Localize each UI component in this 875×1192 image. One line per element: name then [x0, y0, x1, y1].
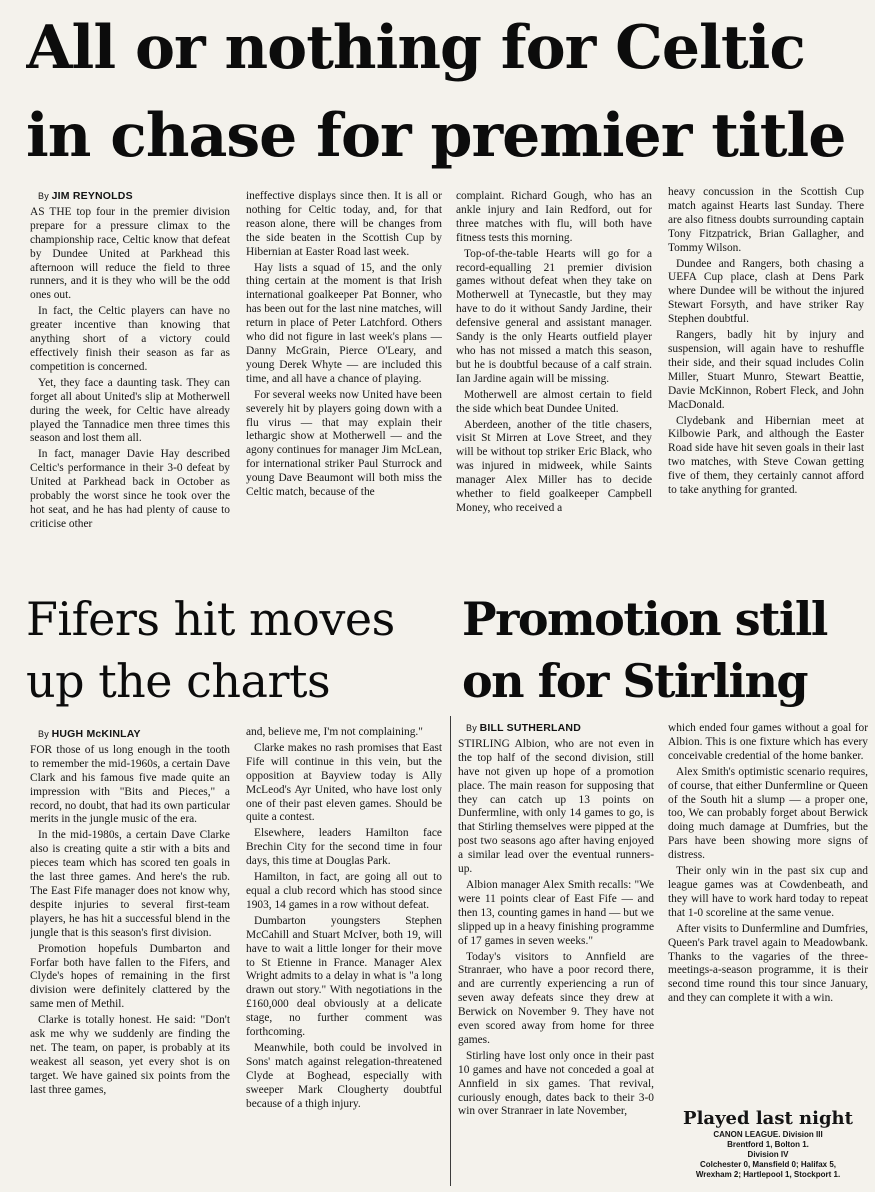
fifers-byline-name: HUGH McKINLAY: [51, 728, 141, 740]
fifers-headline-line-1: Fifers hit moves: [26, 592, 395, 646]
main-story-column-4: [668, 186, 864, 592]
fifers-col2-para-3: Elsewhere, leaders Hamilton face Brechin City for the second time in four days, this time at Douglas Park.: [246, 827, 442, 868]
column-divider: [450, 716, 451, 1186]
main-col1-para-1: AS THE top four in the premier division prepare for a pressure climax to the championship race, Celtic know that defeat by Dundee United at Parkhead this afternoon will reduce the field to three runners, and it is they who will be the odd ones out.: [30, 205, 230, 302]
stirling-col1-para-1: STIRLING Albion, who are not even in the top half of the second division, still have not given up hope of a promotion place. The main reason for supposing that they can catch up 13 points on Dunfermline, with only 14 games to go, is that Stirling themselves were pipped at the post two seasons ago after having enjoyed a similar lead over the eventual runners-up.: [458, 737, 654, 876]
main-col3-para-4: Aberdeen, another of the title chasers, visit St Mirren at Love Street, and they will be without top striker Eric Black, who was injured in midweek, while Saints manager Alex Miller has to decide whether to field goalkeeper Campbell Money, who received a: [456, 418, 652, 514]
results-box: [664, 1108, 872, 1180]
main-headline: [26, 4, 871, 180]
stirling-byline-name: BILL SUTHERLAND: [479, 722, 581, 734]
fifers-col1-para-3: Promotion hopefuls Dumbarton and Forfar both have fallen to the Fifers, and Clyde's hopes of remaining in the first division were definitely clattered by the same men of Methil.: [30, 942, 230, 1011]
stirling-headline-line-1: Promotion still: [462, 592, 827, 646]
fifers-column-2: [246, 726, 442, 1190]
main-col4-para-2: Dundee and Rangers, both chasing a UEFA Cup place, clash at Dens Park where Dundee will be without the injured Stewart Forsyth, and have striker Ray Stephen doubtful.: [668, 257, 864, 326]
main-story-column-3: [456, 190, 652, 592]
results-line-1: Brentford 1, Bolton 1.: [727, 1140, 809, 1149]
main-col2-para-3: For several weeks now United have been severely hit by players going down with a flu virus — that may explain their lethargic show at Motherwell — and the agony continues for manager Jim McLean, for international striker Paul Sturrock and young Dave Beaumont will both miss the Celtic match, because of the: [246, 388, 442, 499]
stirling-byline: By BILL SUTHERLAND: [466, 722, 581, 734]
main-headline-line-2: in chase for premier title: [26, 101, 846, 171]
main-story-column-1: [30, 190, 230, 592]
results-division: Division IV: [747, 1150, 789, 1159]
stirling-col2-para-4: After visits to Dunfermline and Dumfries, Queen's Park travel again to Meadowbank. Thanks to the vagaries of the three-meetings-a-season programme, it is their second time round this tour since January, and they can complete it with a win.: [668, 922, 868, 1005]
main-col2-para-1: ineffective displays since then. It is all or nothing for Celtic today, and, for that reason alone, there will be changes from the side beaten in the Scottish Cup by Hibernian at Easter Road last week.: [246, 190, 442, 258]
main-col1-para-2: In fact, the Celtic players can have no greater incentive than knowing that anything short of a victory could effectively finish their season as far as competition is concerned.: [30, 305, 230, 373]
stirling-headline: [462, 588, 872, 712]
fifers-byline: By HUGH McKINLAY: [38, 728, 141, 740]
main-story-column-2: [246, 190, 442, 592]
main-col3-para-3: Motherwell are almost certain to field the side which beat Dundee United.: [456, 388, 652, 415]
main-col2-para-2: Hay lists a squad of 15, and the only thing certain at the moment is that Irish international goalkeeper Pat Bonner, who has been out for the last nine matches, will return in place of Peter Latchford. Others who did not figure in last week's plans — Danny McGrain, Pierce O'Leary, and young Derek Whyte — are included this time, and all have a chance of playing.: [246, 261, 442, 385]
main-col1-para-4: In fact, manager Davie Hay described Celtic's performance in their 3-0 defeat by United at Parkhead back in October as probably the worst since he took over the hot seat, and he has had plenty of cause to criticise other: [30, 448, 230, 530]
main-col3-para-2: Top-of-the-table Hearts will go for a record-equalling 21 premier division games without defeat when they take on Motherwell at Tynecastle, but they may have to do it without Sandy Jardine, their defensive general and assistant manager. Sandy is the only Hearts outfield player who has not missed a match this season, but he is doubtful because of a calf strain. Ian Jardine again will be missing.: [456, 247, 652, 385]
fifers-column-1: [30, 728, 230, 1190]
fifers-col2-para-1: and, believe me, I'm not complaining.": [246, 726, 423, 738]
stirling-column-2: [668, 722, 868, 1106]
main-story-byline-name: JIM REYNOLDS: [51, 190, 133, 202]
fifers-col2-para-4: Hamilton, in fact, are going all out to equal a club record which has stood since 1903, 14 games in a row without defeat.: [246, 871, 442, 911]
main-story-byline: By JIM REYNOLDS: [38, 190, 133, 202]
main-col4-para-4: Clydebank and Hibernian meet at Kilbowie Park, and although the Easter Road side have hit seven goals in their last two matches, with Steve Cowan getting five of them, they certainly cannot afford to take anything for granted.: [668, 414, 864, 497]
results-league: CANON LEAGUE. Division III: [713, 1130, 823, 1139]
fifers-col1-para-1: FOR those of us long enough in the tooth to remember the mid-1960s, a certain Dave Clark and his famous five made quite an impression with "Bits and Pieces," a record, no doubt, that had its own particular merits in the jungle music of the era.: [30, 743, 230, 826]
results-title: Played last night: [683, 1108, 853, 1129]
stirling-col1-para-3: Today's visitors to Annfield are Stranraer, who have a poor record there, and are currently experiencing a run of seven away defeats since they drew at Berwick on November 9. They have not even scored away from home for three games.: [458, 950, 654, 1046]
stirling-col1-para-4: Stirling have lost only once in their past 10 games and have not conceded a goal at Annfield in six games. That revival, curiously enough, dates back to their 3-0 win over Stranraer in late November,: [458, 1049, 654, 1118]
stirling-headline-line-2: on for Stirling: [462, 654, 808, 708]
fifers-col2-para-6: Meanwhile, both could be involved in Sons' match against relegation-threatened Clyde at Boghead, especially with sweeper Mark Clougherty doubtful because of a thigh injury.: [246, 1041, 442, 1110]
results-line-3: Wrexham 2; Hartlepool 1, Stockport 1.: [695, 1170, 841, 1179]
fifers-col2-para-5: Dumbarton youngsters Stephen McCahill and Stuart McIver, both 19, will have to wait a little longer for their move to St Etienne in France. Manager Alex Wright admits to a delay in what is "a long drawn out story." With negotiations in the £160,000 deal obviously at a delicate stage, no further comment was forthcoming.: [246, 914, 442, 1039]
stirling-col2-para-3: Their only win in the past six cup and league games was at Cowdenbeath, and they will have to work hard today to repeat that 1-0 scoreline at the same venue.: [668, 865, 868, 919]
main-headline-line-1: All or nothing for Celtic: [26, 13, 805, 83]
fifers-headline: [26, 588, 446, 712]
results-line-2: Colchester 0, Mansfield 0; Halifax 5,: [699, 1160, 837, 1169]
stirling-col1-para-2: Albion manager Alex Smith recalls: "We were 11 points clear of East Fife — and then 13, counting games in hand — but we slipped up in a heavy finishing programme of 17 games in seven weeks.": [458, 878, 654, 947]
fifers-col2-para-2: Clarke makes no rash promises that East Fife will continue in this vein, but the opposition at Bayview today is Ally McLeod's Ayr United, who have lost only one of their past eleven games. Should be quite a contest.: [246, 741, 442, 824]
fifers-col1-para-4: Clarke is totally honest. He said: "Don't ask me why we suddenly are finding the net. The team, on paper, is probably at its weakest all season, yet every shot is on target. We have gained six points from the last three games,: [30, 1014, 230, 1096]
fifers-col1-para-2: In the mid-1980s, a certain Dave Clarke also is creating quite a stir with a bits and pieces team which has scored ten goals in the last three games. And here's the rub. The East Fife manager does not know why, despite injuries to several first-team players, he has hit a successful blend in the jungle that is this season's first division.: [30, 829, 230, 939]
fifers-headline-line-2: up the charts: [26, 654, 331, 708]
main-col4-para-3: Rangers, badly hit by injury and suspension, will again have to reshuffle their side, and their squad includes Colin Miller, Stuart Munro, Stewart Beattie, Davie McKinnon, Robert Fleck, and John MacDonald.: [668, 329, 864, 411]
main-col1-para-3: Yet, they face a daunting task. They can forget all about United's slip at Motherwell during the week, for Celtic have already played the Tannadice men three times this season and lost them all.: [30, 376, 230, 445]
main-col3-para-1: complaint. Richard Gough, who has an ankle injury and Iain Redford, out for three matches with flu, will both have fitness tests this morning.: [456, 190, 652, 244]
stirling-col2-para-1: which ended four games without a goal for Albion. This is one fixture which has every conceivable credential of the home banker.: [668, 722, 868, 762]
stirling-column-1: [458, 722, 654, 1190]
main-col4-para-1: heavy concussion in the Scottish Cup match against Hearts last Sunday. There are also fitness doubts surrounding captain Tony Fitzpatrick, Brian Gallagher, and Tommy Wilson.: [668, 186, 864, 254]
stirling-col2-para-2: Alex Smith's optimistic scenario requires, of course, that either Dunfermline or Queen of the South hit a slump — a proper one, too, We can probably forget about Berwick doing much damage at Dumfries, but the Pars have been showing more signs of distress.: [668, 765, 868, 862]
